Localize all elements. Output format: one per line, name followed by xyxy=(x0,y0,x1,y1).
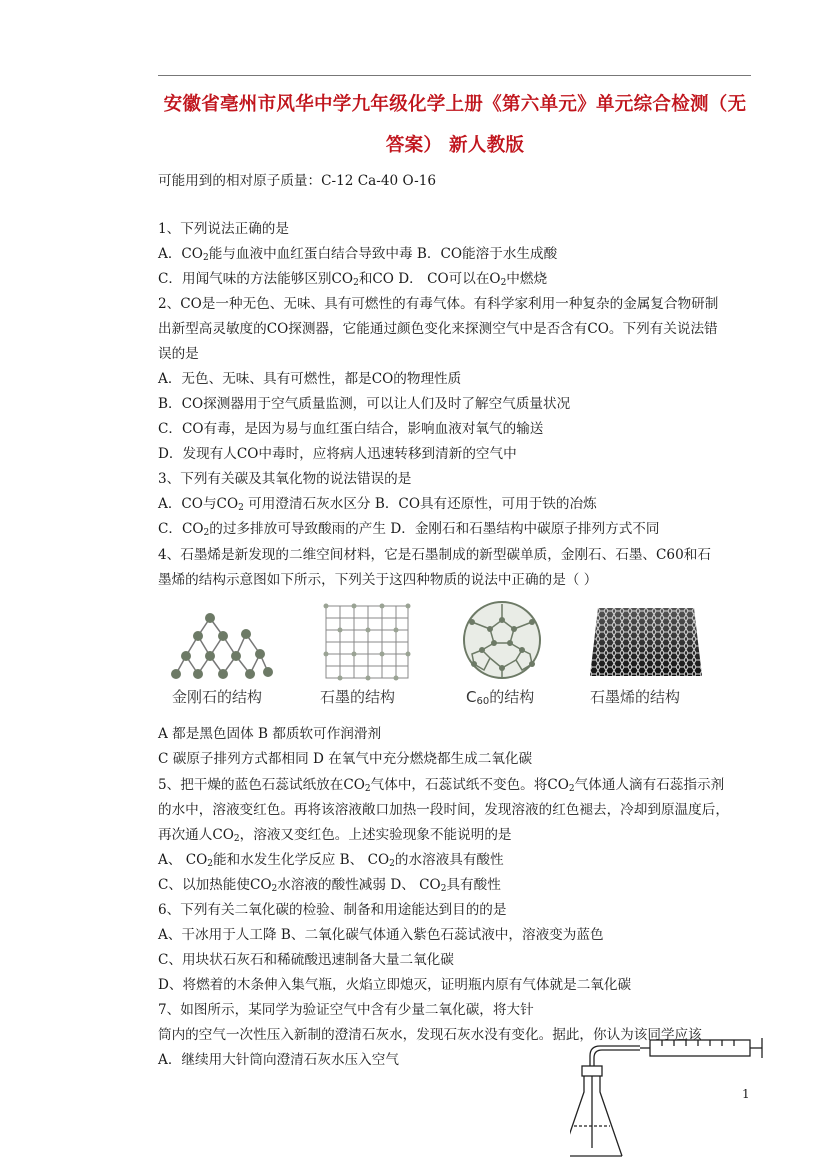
document-title-line-1: 安徽省亳州市风华中学九年级化学上册《第六单元》单元综合检测（无 xyxy=(163,94,747,115)
q1-options-cd: C．用闻气味的方法能够区别$CO_2$和CO D． CO可以在$O_2$中燃烧 xyxy=(158,271,548,288)
carbon-structures-figure xyxy=(160,598,705,710)
q4-options-ab: A 都是黑色固体 B 都质软可作润滑剂 xyxy=(158,726,382,742)
caption-graphene: 石墨烯的结构 xyxy=(590,688,681,706)
q7-stem-1: 7、如图所示，某同学为验证空气中含有少量二氧化碳，将大针 xyxy=(158,1002,534,1018)
q3-options-ab: A．CO与$CO_2$ 可用澄清石灰水区分 B．CO具有还原性，可用于铁的冶炼 xyxy=(158,496,597,513)
caption-diamond: 金刚石的结构 xyxy=(172,688,263,706)
q5-stem-3: 再次通人$CO_2$，溶液又变红色。上述实验现象不能说明的是 xyxy=(158,827,512,844)
q5-options-ab: A、 $CO_2$能和水发生化学反应 B、 $CO_2$的水溶液具有酸性 xyxy=(158,852,504,869)
q1-stem: 1、下列说法正确的是 xyxy=(158,221,289,237)
q3-options-cd: C．$CO_2$的过多排放可导致酸雨的产生 D．金刚石和石墨结构中碳原子排列方式不同 xyxy=(158,521,660,538)
q5-options-cd: C、以加热能使$CO_2$水溶液的酸性减弱 D、 $CO_2$具有酸性 xyxy=(158,877,501,894)
q4-stem-2: 墨烯的结构示意图如下所示，下列关于这四种物质的说法中正确的是（ ） xyxy=(158,572,598,588)
q3-stem: 3、下列有关碳及其氧化物的说法错误的是 xyxy=(158,471,412,487)
caption-graphite: 石墨的结构 xyxy=(320,688,396,706)
q6-stem: 6、下列有关二氧化碳的检验、制备和用途能达到目的的是 xyxy=(158,902,507,918)
q6-option-c: C、用块状石灰石和稀硫酸迅速制备大量二氧化碳 xyxy=(158,952,454,968)
q2-stem-1: 2、CO是一种无色、无味、具有可燃性的有毒气体。有科学家利用一种复杂的金属复合物研制 xyxy=(158,296,719,312)
q1-options-ab: A．$CO_2$能与血液中血红蛋白结合导致中毒 B．CO能溶于水生成酸 xyxy=(158,246,558,263)
syringe-flask-apparatus-image xyxy=(570,1022,770,1162)
q5-stem-1: 5、把干燥的蓝色石蕊试纸放在$CO_2$气体中，石蕊试纸不变色。将$CO_2$气体通人滴有石蕊指示剂 xyxy=(158,777,725,794)
document-title-line-2: 答案） 新人教版 xyxy=(385,135,525,156)
q5-stem-2: 的水中，溶液变红色。再将该溶液敞口加热一段时间，发现溶液的红色褪去，冷却到原温度后， xyxy=(158,802,729,818)
q2-option-c: C．CO有毒，是因为易与血红蛋白结合，影响血液对氧气的输送 xyxy=(158,421,544,437)
q4-stem-1: 4、石墨烯是新发现的二维空间材料，它是石墨制成的新型碳单质，金刚石、石墨、C60和石 xyxy=(158,547,711,563)
caption-c60: $C_{60}$的结构 xyxy=(466,688,535,707)
q2-option-a: A．无色、无味、具有可燃性，都是CO的物理性质 xyxy=(158,371,462,387)
q4-options-cd: C 碳原子排列方式都相同 D 在氧气中充分燃烧都生成二氧化碳 xyxy=(158,751,533,767)
c60-structure-image xyxy=(460,598,544,682)
q7-option-a: A．继续用大针筒向澄清石灰水压入空气 xyxy=(158,1052,399,1068)
q2-stem-3: 误的是 xyxy=(158,346,199,362)
q6-option-d: D、将燃着的木条伸入集气瓶，火焰立即熄灭，证明瓶内原有气体就是二氧化碳 xyxy=(158,977,632,993)
q6-options-ab: A、干冰用于人工降 B、二氧化碳气体通入紫色石蕊试液中，溶液变为蓝色 xyxy=(158,927,604,943)
diamond-structure-image xyxy=(168,606,278,686)
q2-option-b: B．CO探测器用于空气质量监测，可以让人们及时了解空气质量状况 xyxy=(158,396,571,412)
relative-atomic-mass-note: 可能用到的相对原子质量：C-12 Ca-40 O-16 xyxy=(158,173,436,189)
page-number: 1 xyxy=(742,1087,750,1101)
q2-option-d: D．发现有人CO中毒时，应将病人迅速转移到清新的空气中 xyxy=(158,446,517,462)
graphite-structure-image xyxy=(320,600,415,684)
graphene-structure-image xyxy=(590,604,702,680)
q7-stem-2: 筒内的空气一次性压入新制的澄清石灰水，发现石灰水没有变化。据此，你认为该同学应该 xyxy=(158,1027,702,1043)
header-rule xyxy=(158,75,751,76)
q2-stem-2: 出新型高灵敏度的CO探测器，它能通过颜色变化来探测空气中是否含有CO。下列有关说法错 xyxy=(158,321,718,337)
